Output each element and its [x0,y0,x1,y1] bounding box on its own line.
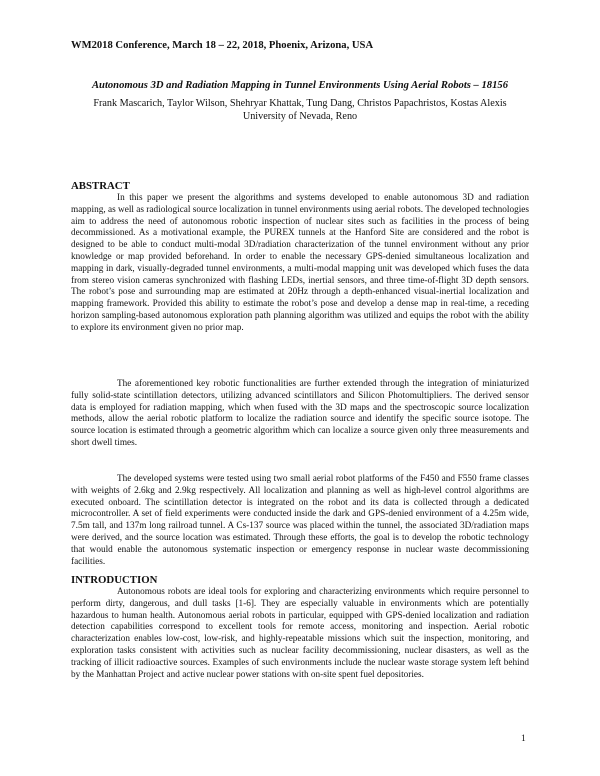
introduction-paragraph: Autonomous robots are ideal tools for exploring and characterizing environments which require personnel to perform dirty, dangerous, and dull tasks [1-6]. They are especially valuable in environments which are potentially hazardous to human health. Autonomous aerial robots in particular, equipped with GPS-denied localization and radiation detection capabilities correspond to excellent tools for remote access, monitoring and inspection. Aerial robotic characterization enables low-cost, low-risk, and highly-repeatable missions which suit the inspection, monitoring, and exploration tasks consistent with activities such as nuclear facility decommissioning, nuclear disasters, as well as the tracking of illicit radioactive sources. Examples of such environments include the nuclear waste storage system left behind by the Manhattan Project and active nuclear power stations with on-site spent fuel depositories. [71,587,529,680]
paper-title: Autonomous 3D and Radiation Mapping in Tunnel Environments Using Aerial Robots – 18156 [91,80,508,91]
author-block [70,97,530,123]
abstract-paragraph: The developed systems were tested using two small aerial robot platforms of the F450 and F550 frame classes with weights of 2.6kg and 2.9kg respectively. All localization and planning as well as high-level control algorithms are executed onboard. The scintillation detector is integrated on the robot and its data is collected through a dedicated microcontroller. A set of field experiments were conducted inside the dark and GPS-denied environment of a 4.25m wide, 7.5m tall, and 137m long railroad tunnel. A Cs-137 source was placed within the tunnel, the associated 3D/radiation maps were derived, and the source location was estimated. Through these efforts, the goal is to develop the robotic technology that would enable the autonomous systematic inspection or emergency response in nuclear waste decommissioning facilities. [71,474,529,567]
page-number: 1 [521,734,526,744]
introduction-heading: INTRODUCTION [71,574,158,586]
affiliation: University of Nevada, Reno [242,111,358,122]
abstract-heading: ABSTRACT [71,180,130,192]
author-list: Frank Mascarich, Taylor Wilson, Shehryar Khattak, Tung Dang, Christos Papachristos, Kostas Alexis [93,98,507,109]
abstract-paragraph: In this paper we present the algorithms and systems developed to enable autonomous 3D and radiation mapping, as well as radiological source localization in tunnel environments using aerial robots. The developed technologies aim to address the need of autonomous robotic inspection of nuclear sites such as facilities in the process of being decommissioned. As a motivational example, the PUREX tunnels at the Hanford Site are considered and the robot is designed to be able to conduct multi-modal 3D/radiation characterization of the tunnel environment without any prior knowledge or map provided beforehand. In order to enable the necessary GPS-denied simultaneous localization and mapping in dark, visually-degraded tunnel environments, a multi-modal mapping unit was developed which fuses the data from stereo vision cameras synchronized with flashing LEDs, inertial sensors, and three time-of-flight 3D depth sensors. The robot’s pose and surrounding map are estimated at 20Hz through a depth-enhanced visual-inertial localization and mapping framework. Provided this ability to estimate the robot’s pose and develop a dense map in real-time, a receding horizon sampling-based autonomous exploration path planning algorithm was utilized and equips the robot with the ability to explore its environment given no prior map. [71,193,529,333]
conference-header: WM2018 Conference, March 18 – 22, 2018, Phoenix, Arizona, USA [71,40,374,51]
abstract-paragraph: The aforementioned key robotic functionalities are further extended through the integration of miniaturized fully solid-state scintillation detectors, utilizing advanced scintillators and Silicon Photomultipliers. The derived sensor data is employed for radiation mapping, which when fused with the 3D maps and the spectroscopic source localization methods, allow the aerial robotic platform to localize the radiation source and identify the specific source isotope. The source location is estimated through a geometric algorithm which can localize a source given only three measurements and short dwell times. [71,379,529,448]
